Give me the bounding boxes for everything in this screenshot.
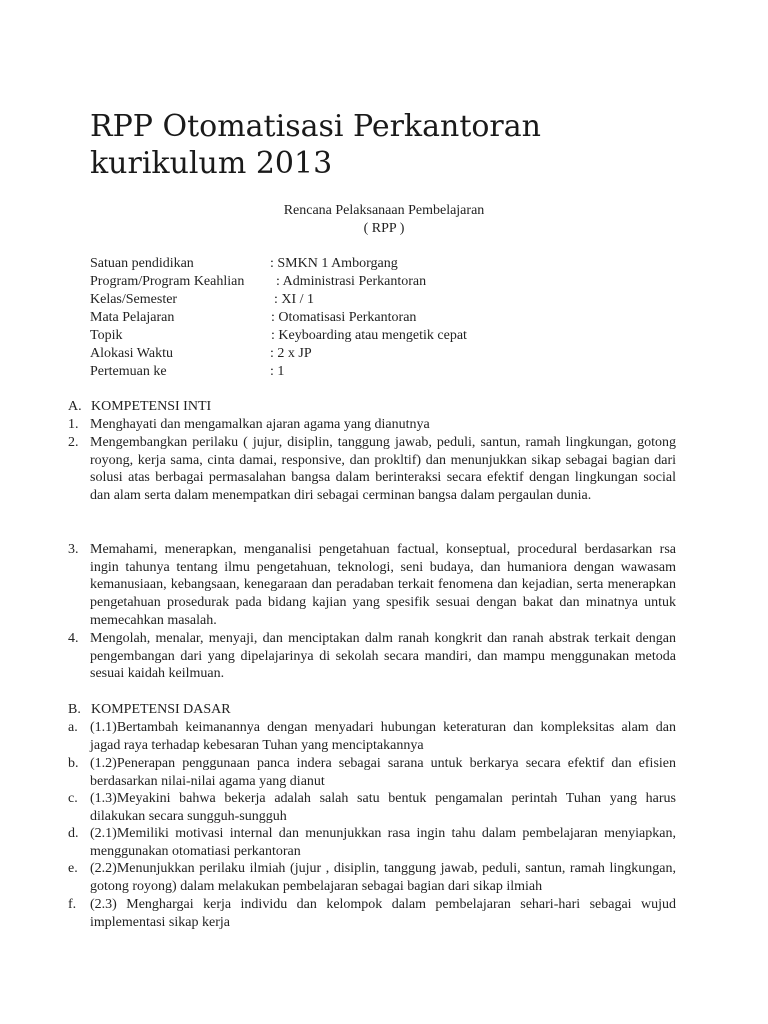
identity-value: : Otomatisasi Perkantoran [271, 310, 417, 325]
list-item: (2.3) Menghargai kerja individu dan kelompok dalam pembelajaran sehari-hari sebagai wujud implementasi sikap kerja [90, 897, 676, 930]
list-item: Mengembangkan perilaku ( jujur, disiplin, tanggung jawab, peduli, santun, ramah lingkungan, gotong royong, kerja sama, cinta damai, responsive, dan prokltif) dan menunjukkan sikap sebagai bagian dari solusi atas berbagai permasalahan bangsa dalam berinteraksi secara efektif dengan lingkungan social dan alam serta dalam menempatkan diri sebagai cerminan bangsa dalam pergaulan dunia. [90, 435, 676, 504]
list-item: (1.1)Bertambah keimanannya dengan menyadari hubungan keteraturan dan kompleksitas alam dan jagad raya terhadap kebesaran Tuhan yang menciptakannya [90, 720, 676, 753]
identity-label: Program/Program Keahlian [90, 274, 245, 289]
identity-value: : Keyboarding atau mengetik cepat [271, 328, 467, 343]
list-item-marker: f. [68, 897, 77, 912]
identity-value: : 2 x JP [270, 346, 312, 361]
list-item: (2.1)Memiliki motivasi internal dan menunjukkan rasa ingin tahu dalam pembelajaran menyiapkan, menggunakan otomatiasi perkantoran [90, 826, 676, 859]
identity-value: : XI / 1 [274, 292, 315, 307]
identity-label: Kelas/Semester [90, 292, 178, 307]
section-heading: KOMPETENSI INTI [91, 399, 212, 414]
identity-label: Topik [90, 328, 123, 343]
list-item-marker: 4. [68, 631, 79, 646]
identity-value: : Administrasi Perkantoran [276, 274, 427, 289]
document-subtitle: Rencana Pelaksanaan Pembelajaran [283, 203, 485, 218]
section-heading-marker: B. [68, 702, 81, 717]
list-item-marker: e. [68, 861, 78, 876]
list-item-marker: 2. [68, 435, 79, 450]
list-item: (1.2)Penerapan penggunaan panca indera sebagai sarana untuk berkarya secara efektif dan efisien berdasarkan nilai-nilai agama yang dianut [90, 756, 676, 789]
list-item: (2.2)Menunjukkan perilaku ilmiah (jujur , disiplin, tanggung jawab, peduli, santun, ramah lingkungan, gotong royong) dalam melakukan pembelajaran sebagai bagian dari sikap ilmiah [90, 861, 676, 894]
list-item: Mengolah, menalar, menyaji, dan menciptakan dalm ranah kongkrit dan ranah abstrak terkait dengan pengembangan dari yang dipelajarinya di sekolah secara mandiri, dan mampu menggunakan metoda sesuai kaidah keilmuan. [90, 631, 676, 682]
list-item-marker: b. [68, 756, 79, 771]
list-item-marker: 1. [68, 417, 79, 432]
section-heading: KOMPETENSI DASAR [91, 702, 231, 717]
identity-value: : SMKN 1 Amborgang [270, 256, 398, 271]
identity-label: Satuan pendidikan [90, 256, 194, 271]
list-item: Menghayati dan mengamalkan ajaran agama yang dianutnya [90, 417, 430, 432]
section-heading-marker: A. [68, 399, 82, 414]
identity-label: Alokasi Waktu [90, 346, 173, 361]
list-item: Memahami, menerapkan, menganalisi pengetahuan factual, konseptual, procedural berdasarkan rsa ingin tahunya tentang ilmu pengetahuan, teknologi, seni budaya, dan humaniora dengan wawasam kemanusiaan, kebangsaan, kenegaraan dan peradaban terkait fenomena dan kejadian, serta menerapkan pengetahuan prosedurak pada bidang kajian yang spesifik sesuai dengan bakat dan minatnya untuk memecahkan masalah. [90, 542, 676, 628]
document-subtitle-abbrev: ( RPP ) [363, 221, 405, 236]
document-title: RPP Otomatisasi Perkantoran kurikulum 2013 [90, 109, 541, 181]
identity-label: Mata Pelajaran [90, 310, 175, 325]
list-item-marker: a. [68, 720, 78, 735]
list-item-marker: c. [68, 791, 78, 806]
identity-label: Pertemuan ke [90, 364, 167, 379]
list-item-marker: 3. [68, 542, 79, 557]
list-item-marker: d. [68, 826, 79, 841]
list-item: (1.3)Meyakini bahwa bekerja adalah salah satu bentuk pengamalan perintah Tuhan yang harus dilakukan secara sungguh-sungguh [90, 791, 676, 824]
identity-value: : 1 [270, 364, 285, 379]
